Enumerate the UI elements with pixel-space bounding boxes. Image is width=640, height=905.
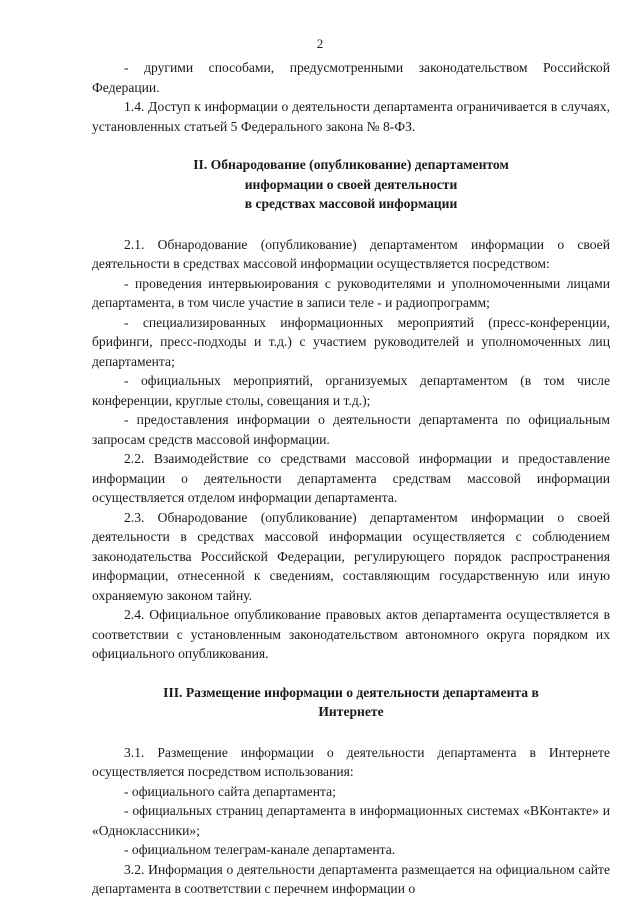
- list-item: - официального сайта департамента;: [124, 783, 336, 799]
- page-content: [92, 58, 610, 899]
- paragraph: 3.1. Размещение информации о деятельности департамента в Интернете осуществляется посредством использования:: [92, 744, 610, 779]
- paragraph: 2.3. Обнародование (опубликование) департаментом информации о своей деятельности в средствах массовой информации осуществляется с соблюдением законодательства Российской Федерации, регулирующего порядок распространения информации, отнесенной к сведениям, составляющим государственную или иную охраняемую законом тайну.: [92, 509, 610, 603]
- section-3-heading: [92, 683, 610, 722]
- paragraph: 2.1. Обнародование (опубликование) департаментом информации о своей деятельности в средствах массовой информации осуществляется посредством:: [92, 236, 610, 271]
- paragraph: - другими способами, предусмотренными законодательством Российской Федерации.: [92, 60, 610, 95]
- list-item: - проведения интервьюирования с руководителями и уполномоченными лицами департамента, в том числе участие в записи теле - и радиопрограмм;: [92, 275, 610, 310]
- page-number: 2: [316, 36, 324, 51]
- section-2-heading: [92, 155, 610, 214]
- paragraph: 2.4. Официальное опубликование правовых актов департамента осуществляется в соответствии с установленным законодательством автономного округа порядком их официального опубликования.: [92, 607, 610, 661]
- heading-line: III. Размещение информации о деятельности департамента в: [163, 684, 539, 700]
- list-item: - официальном телеграм-канале департамента.: [124, 842, 396, 857]
- heading-line: II. Обнародование (опубликование) департаментом: [193, 157, 509, 172]
- heading-line: в средствах массовой информации: [244, 196, 458, 211]
- paragraph: 3.2. Информация о деятельности департамента размещается на официальном сайте департамента в соответствии с перечнем информации о: [92, 861, 610, 896]
- paragraph: 2.2. Взаимодействие со средствами массовой информации и предоставление информации о деятельности департамента средствам массовой информации осуществляется отделом информации департамента.: [92, 451, 610, 505]
- list-item: - официальных мероприятий, организуемых департаментом (в том числе конференции, круглые столы, совещания и т.д.);: [92, 373, 610, 408]
- list-item: - предоставления информации о деятельности департамента по официальным запросам средств массовой информации.: [92, 412, 610, 447]
- list-item: - специализированных информационных мероприятий (пресс-конференции, брифинги, пресс-подходы и т.д.) с участием руководителей и уполномоченных лиц департамента;: [92, 314, 610, 369]
- heading-line: Интернете: [318, 704, 384, 719]
- heading-line: информации о своей деятельности: [244, 176, 458, 192]
- paragraph: 1.4. Доступ к информации о деятельности департамента ограничивается в случаях, установленных статьей 5 Федерального закона № 8-ФЗ.: [92, 99, 610, 134]
- list-item: - официальных страниц департамента в информационных системах «ВКонтакте» и «Одноклассники»;: [92, 803, 610, 838]
